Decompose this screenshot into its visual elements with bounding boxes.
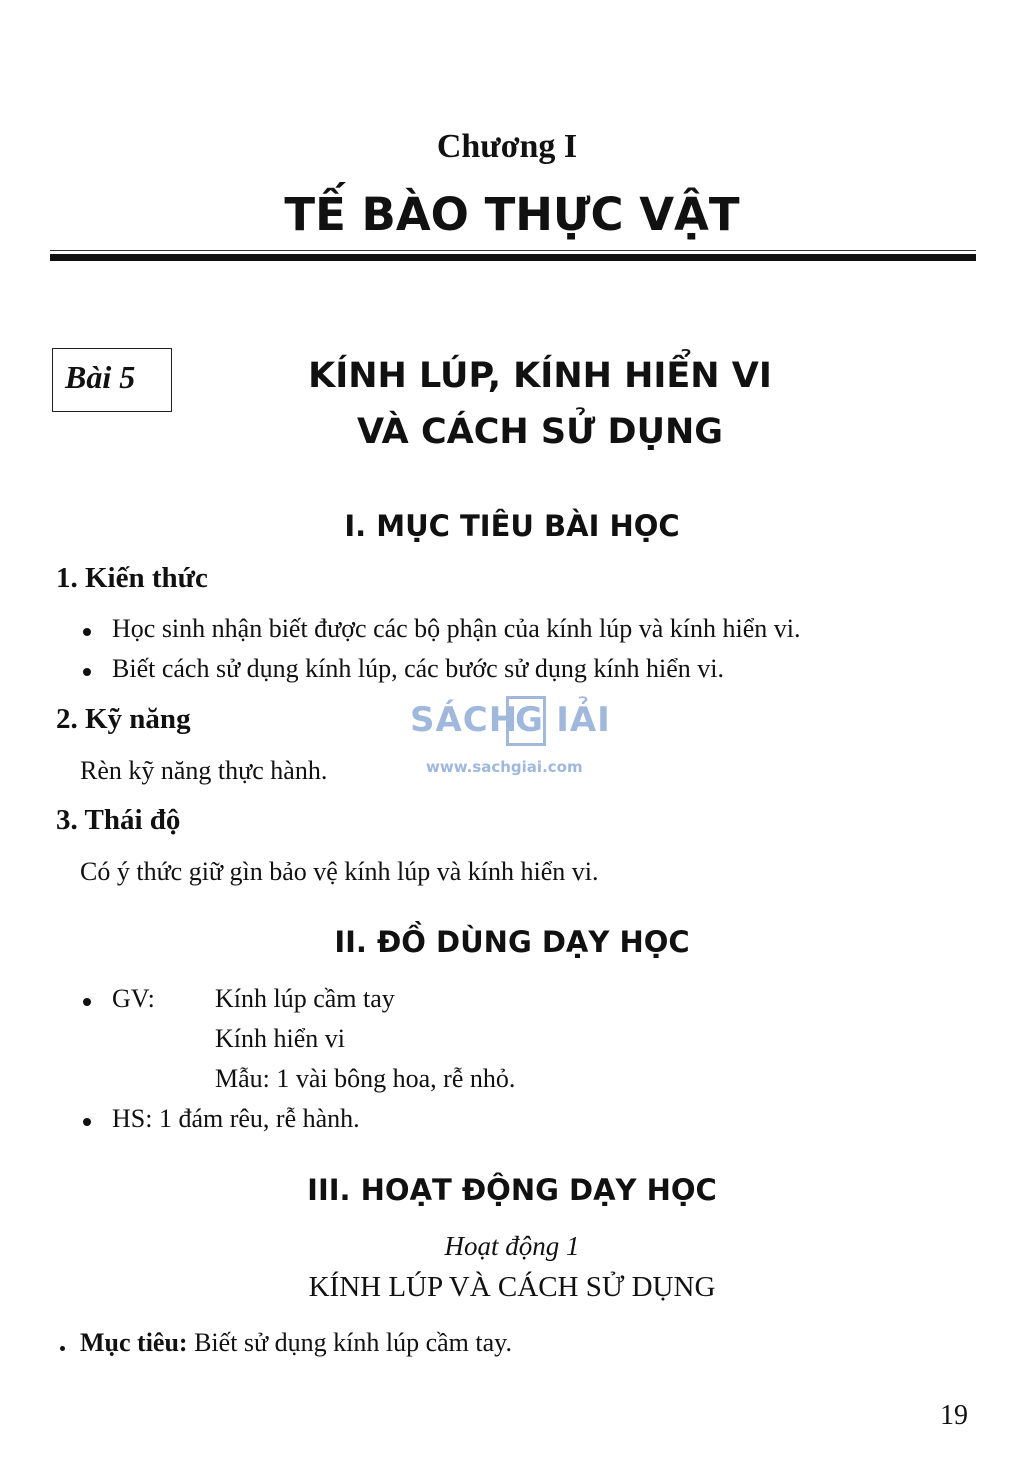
- lesson-number-label: Bài 5: [65, 359, 136, 395]
- watermark-text: SÁCH IẢI: [410, 700, 611, 740]
- section-heading-activities: III. HOẠT ĐỘNG DẠY HỌC: [307, 1173, 717, 1207]
- watermark-g-letter: G: [515, 700, 543, 740]
- watermark-logo: [410, 700, 620, 784]
- lesson-title-line2: VÀ CÁCH SỬ DỤNG: [356, 412, 724, 452]
- header-rule-thick: [50, 254, 976, 261]
- chapter-label: Chương I: [436, 128, 578, 165]
- activity-title: KÍNH LÚP VÀ CÁCH SỬ DỤNG: [308, 1271, 716, 1303]
- lesson-title-line1: KÍNH LÚP, KÍNH HIỂN VI: [308, 356, 772, 396]
- attitude-text: Có ý thức giữ gìn bảo vệ kính lúp và kính hiển vi.: [80, 857, 599, 886]
- goal-line: [80, 1328, 512, 1358]
- bullet-icon: [83, 628, 91, 636]
- gv-label: GV:: [112, 984, 155, 1013]
- header-rule-thin: [50, 250, 976, 251]
- gv-item: Mẫu: 1 vài bông hoa, rễ nhỏ.: [215, 1064, 516, 1093]
- section-heading-objectives: I. MỤC TIÊU BÀI HỌC: [344, 509, 680, 543]
- goal-label: Mục tiêu:: [80, 1328, 188, 1357]
- bullet-icon: [83, 998, 91, 1006]
- subheading-attitude: 3. Thái độ: [56, 804, 181, 836]
- goal-text: Biết sử dụng kính lúp cầm tay.: [187, 1328, 512, 1357]
- page-number: 19: [940, 1400, 968, 1431]
- chapter-title: TẾ BÀO THỰC VẬT: [284, 188, 740, 241]
- knowledge-bullet: Học sinh nhận biết được các bộ phận của kính lúp và kính hiển vi.: [112, 614, 801, 643]
- lesson-number-box: [52, 348, 172, 412]
- activity-label: Hoạt động 1: [444, 1231, 580, 1261]
- bullet-icon: [83, 1118, 91, 1126]
- subheading-skills: 2. Kỹ năng: [56, 703, 191, 735]
- bullet-icon: [83, 668, 91, 676]
- watermark-url: www.sachgiai.com: [426, 758, 583, 776]
- bullet-icon: [60, 1346, 65, 1351]
- hs-item: HS: 1 đám rêu, rễ hành.: [112, 1104, 360, 1133]
- gv-item: Kính lúp cầm tay: [215, 984, 395, 1013]
- subheading-knowledge: 1. Kiến thức: [56, 562, 208, 594]
- knowledge-bullet: Biết cách sử dụng kính lúp, các bước sử dụng kính hiển vi.: [112, 654, 725, 683]
- gv-item: Kính hiển vi: [215, 1024, 345, 1053]
- skills-text: Rèn kỹ năng thực hành.: [80, 756, 328, 785]
- section-heading-materials: II. ĐỒ DÙNG DẠY HỌC: [334, 925, 690, 959]
